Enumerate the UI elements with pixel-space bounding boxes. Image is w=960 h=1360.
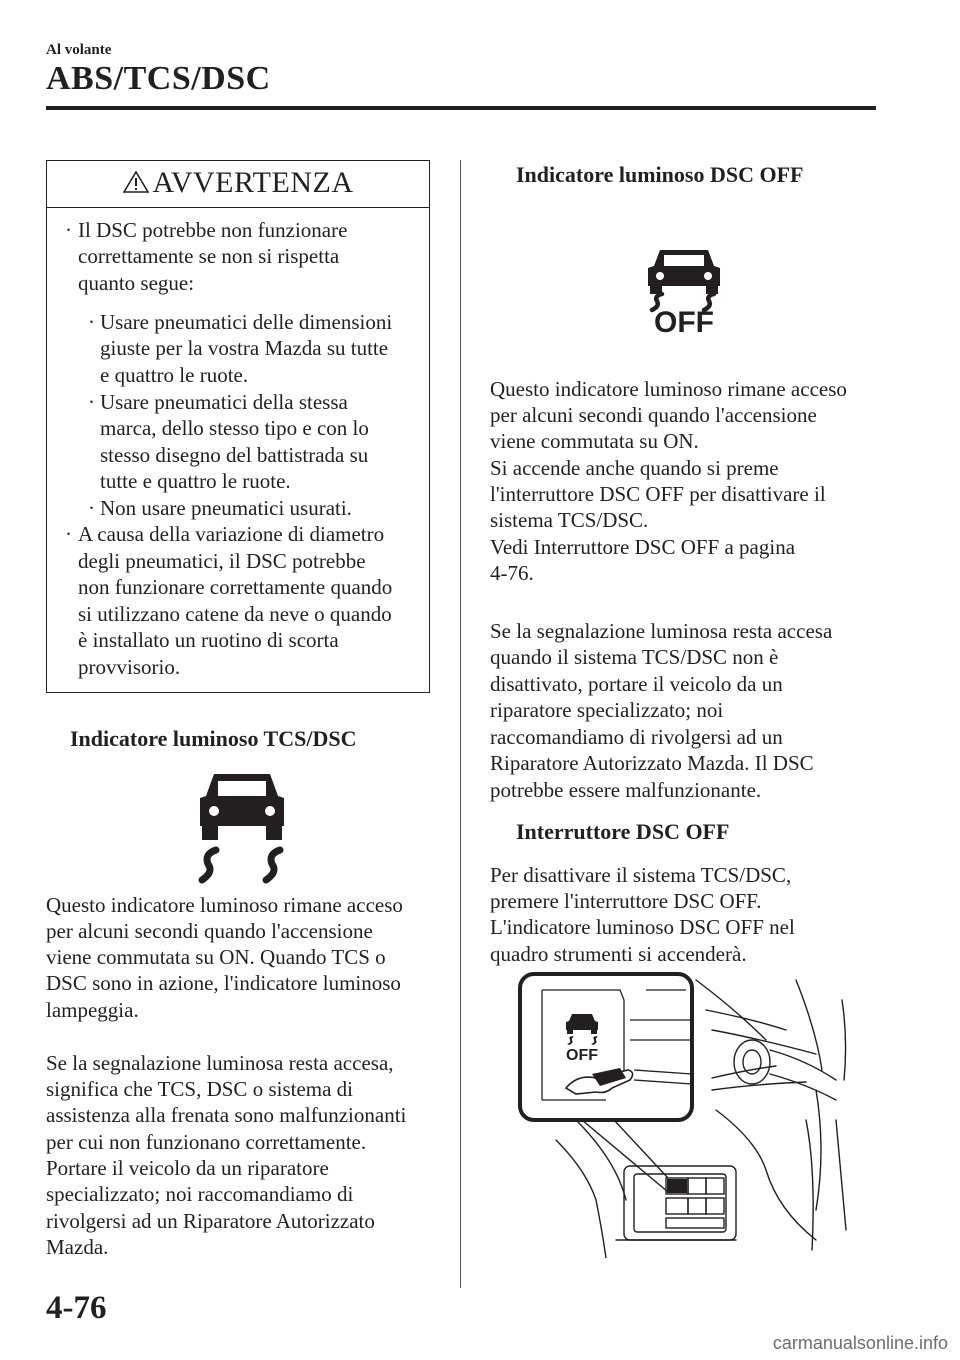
body-text: sistema TCS/DSC. [490,508,649,532]
dsc-off-switch-heading: Interruttore DSC OFF [516,819,730,844]
warning-text: Usare pneumatici delle dimensioni [100,310,393,334]
dsc-off-indicator-icon [634,246,734,334]
tcs-dsc-heading: Indicatore luminoso TCS/DSC [70,726,357,751]
body-text: Vedi Interruttore DSC OFF a pagina [490,535,796,559]
warning-text: degli pneumatici, il DSC potrebbe [78,549,366,573]
bullet: · [65,218,72,242]
body-text: premere l'interruttore DSC OFF. [490,889,762,913]
body-text: raccomandiamo di rivolgersi ad un [490,725,783,749]
warning-text: si utilizzano catene da neve o quando [78,602,392,626]
body-text: viene commutata su ON. Quando TCS o [46,945,386,969]
warning-text: è installato un ruotino di scorta [78,628,339,652]
body-text: Se la segnalazione luminosa resta accesa [490,619,833,643]
warning-box [46,160,430,693]
warning-text: giuste per la vostra Mazda su tutte [100,336,389,360]
bullet: · [88,496,95,520]
warning-text: A causa della variazione di diametro [78,522,385,546]
breadcrumb: Al volante [46,42,112,58]
body-text: specializzato; noi raccomandiamo di [46,1182,354,1206]
bullet: · [65,522,72,546]
warning-text: Usare pneumatici della stessa [100,390,348,414]
watermark: carmanualsonline.info [772,1333,948,1353]
dsc-off-heading: Indicatore luminoso DSC OFF [516,162,804,187]
body-text: potrebbe essere malfunzionante. [490,778,762,802]
warning-text: quanto segue: [78,271,195,295]
warning-text: non funzionare correttamente quando [78,575,393,599]
section-title: ABS/TCS/DSC [46,60,271,97]
body-text: rivolgersi ad un Riparatore Autorizzato [46,1209,375,1233]
warning-text: marca, dello stesso tipo e con lo [100,416,369,440]
body-text: significa che TCS, DSC o sistema di [46,1077,354,1101]
body-text: 4-76. [490,561,534,585]
bullet: · [88,390,95,414]
illustration-off-label: OFF [566,1047,598,1064]
body-text: Se la segnalazione luminosa resta accesa, [46,1051,394,1075]
body-text: per alcuni secondi quando l'accensione [490,403,817,427]
warning-text: e quattro le ruote. [100,363,249,387]
warning-text: stesso disegno del battistrada su [100,443,369,467]
tcs-dsc-indicator-icon [192,768,292,884]
body-text: L'indicatore luminoso DSC OFF nel [490,915,795,939]
body-text: DSC sono in azione, l'indicatore luminoso [46,971,401,995]
header-rule [46,106,876,110]
warning-header [47,161,429,208]
body-text: Si accende anche quando si preme [490,456,779,480]
warning-title: AVVERTENZA [152,166,354,199]
body-text: quadro strumenti si accenderà. [490,942,747,966]
body-text: Mazda. [46,1235,109,1259]
body-text: lampeggia. [46,998,139,1022]
body-text: per cui non funzionano correttamente. [46,1130,367,1154]
body-text: Questo indicatore luminoso rimane acceso [46,893,403,917]
column-divider [460,160,461,1288]
body-text: Questo indicatore luminoso rimane acceso [490,377,847,401]
dsc-off-switch-illustration [516,970,852,1258]
body-text: per alcuni secondi quando l'accensione [46,919,373,943]
body-text: disattivato, portare il veicolo da un [490,672,783,696]
body-text: l'interruttore DSC OFF per disattivare il [490,482,826,506]
warning-text: tutte e quattro le ruote. [100,469,291,493]
body-text: Portare il veicolo da un riparatore [46,1156,329,1180]
off-label: OFF [654,306,714,334]
warning-text: correttamente se non si rispetta [78,244,340,268]
warning-text: provvisorio. [78,655,181,679]
page-number: 4-76 [46,1290,107,1326]
warning-triangle-icon [123,170,149,194]
warning-text: Il DSC potrebbe non funzionare [78,218,348,242]
body-text: Per disattivare il sistema TCS/DSC, [490,863,792,887]
body-text: Riparatore Autorizzato Mazda. Il DSC [490,751,814,775]
body-text: quando il sistema TCS/DSC non è [490,645,779,669]
body-text: assistenza alla frenata sono malfunzionanti [46,1103,407,1127]
body-text: viene commutata su ON. [490,429,699,453]
warning-text: Non usare pneumatici usurati. [100,496,352,520]
bullet: · [88,310,95,334]
body-text: riparatore specializzato; noi [490,698,724,722]
